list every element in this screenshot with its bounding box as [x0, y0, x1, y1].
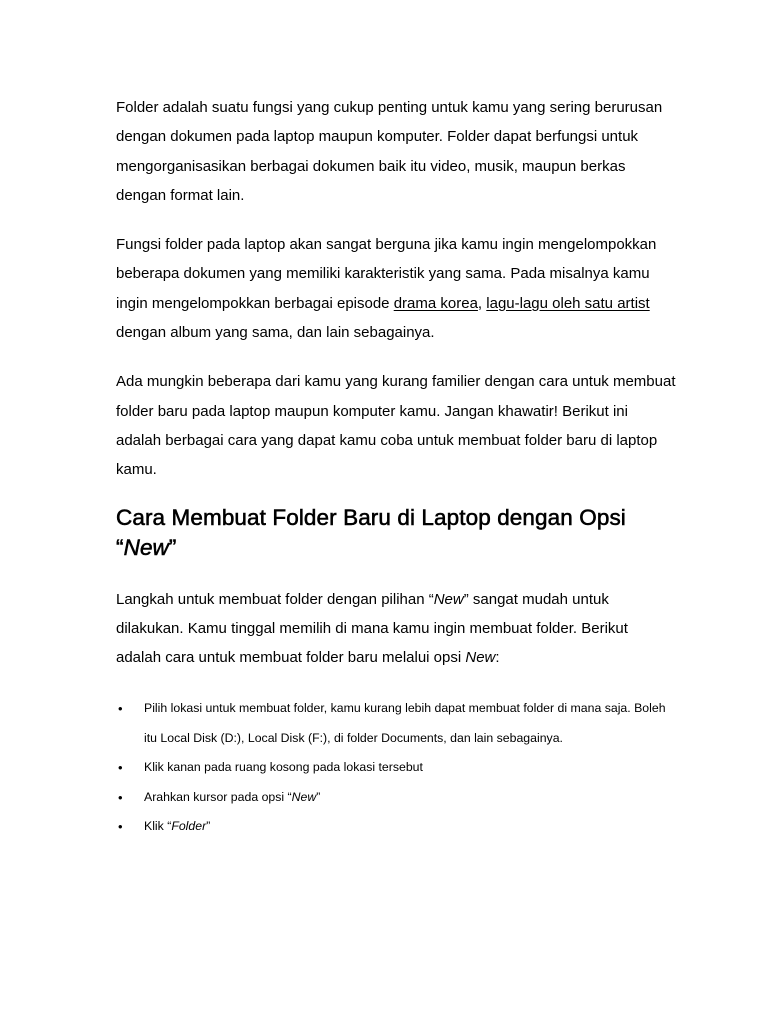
section-heading [116, 503, 676, 563]
paragraph-intro: Folder adalah suatu fungsi yang cukup penting untuk kamu yang sering berurusan dengan dokumen pada laptop maupun komputer. Folder dapat berfungsi untuk mengorganisasikan berbagai dokumen baik itu video, musik, maupun berkas dengan format lain. [116, 99, 663, 204]
step-text: ” [316, 789, 321, 804]
step-text: Klik kanan pada ruang kosong pada lokasi tersebut [144, 760, 423, 775]
list-item [116, 812, 676, 842]
bullet-icon: • [118, 760, 123, 776]
emphasis-new: New [465, 649, 496, 667]
link-lagu-lagu[interactable]: lagu-lagu oleh satu artist [486, 294, 650, 312]
emphasis-folder: Folder [171, 819, 207, 834]
paragraph-text: Langkah untuk membuat folder dengan pilihan “ [116, 590, 434, 608]
link-drama-korea[interactable]: drama korea [393, 294, 478, 312]
heading-text: ” [168, 534, 177, 560]
paragraph-steps-intro [116, 585, 676, 673]
list-item [116, 694, 676, 753]
list-item [116, 753, 676, 783]
bullet-icon: • [118, 789, 123, 805]
bullet-icon: • [118, 819, 123, 835]
step-text: Pilih lokasi untuk membuat folder, kamu kurang lebih dapat membuat folder di mana saja. Boleh itu Local Disk (D:), Local Disk (F:), di folder Documents, dan lain sebagainya. [144, 701, 666, 745]
step-text: Arahkan kursor pada opsi “ [144, 789, 292, 804]
heading-text: Cara Membuat Folder Baru di Laptop dengan Opsi “ [116, 504, 626, 560]
emphasis-new: New [291, 789, 317, 804]
document-page [116, 93, 676, 842]
paragraph-folder-usage [116, 230, 676, 347]
paragraph-how-to: Ada mungkin beberapa dari kamu yang kurang familier dengan cara untuk membuat folder baru pada laptop maupun komputer kamu. Jangan khawatir! Berikut ini adalah berbagai cara yang dapat kamu coba untuk membuat folder baru di laptop kamu. [116, 373, 676, 479]
paragraph-text: ” sangat mudah untuk dilakukan. Kamu tinggal memilih di mana kamu ingin membuat folder. Berikut adalah cara untuk membuat folder baru melalui opsi [116, 590, 628, 667]
step-text: ” [206, 819, 211, 834]
paragraph-text: dengan album yang sama, dan lain sebagainya. [116, 324, 435, 342]
steps-list [116, 694, 676, 842]
heading-emphasis: New [123, 534, 169, 560]
emphasis-new: New [433, 590, 464, 608]
paragraph-text: : [495, 649, 500, 667]
paragraph-text: , [477, 294, 487, 312]
bullet-icon: • [118, 701, 123, 717]
step-text: Klik “ [144, 819, 172, 834]
list-item [116, 783, 676, 813]
paragraph-text: Fungsi folder pada laptop akan sangat berguna jika kamu ingin mengelompokkan beberapa dokumen yang memiliki karakteristik yang sama. Pada misalnya kamu ingin mengelompokkan berbagai episode [116, 236, 657, 312]
